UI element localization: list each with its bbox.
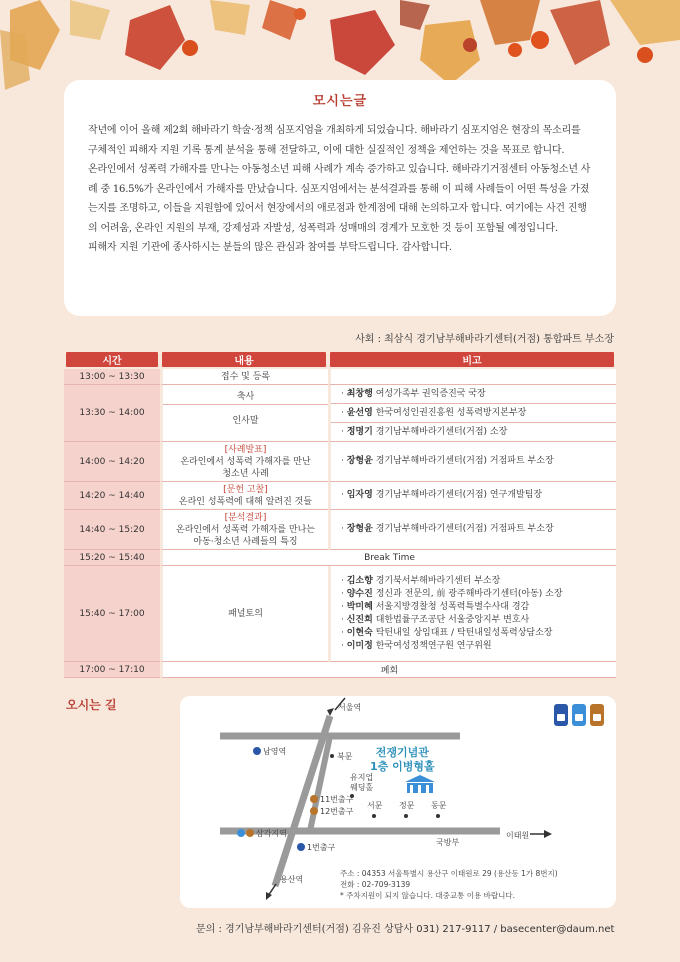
subway-line-6-icon [310, 795, 318, 803]
label-exit-12: 12번출구 [320, 807, 354, 816]
row-time: 13:30 ~ 14:00 [64, 385, 160, 442]
phone-line: 전화 : 02-709-3139 [340, 880, 411, 889]
panel-member: · 박미혜 서울지방경찰청 성폭력특별수사대 경감 [341, 601, 530, 612]
table-row [64, 550, 616, 566]
label-samgakji: 삼각지역 [256, 829, 287, 838]
moderator-line: 사회 : 최삼식 경기남부해바라기센터(거점) 통합파트 부소장 [355, 334, 614, 345]
arrow-up-icon [327, 708, 334, 716]
invitation-box [64, 80, 616, 316]
row-content: 폐회 [160, 662, 616, 678]
row-content: [분석결과] 온라인에서 성폭력 가해자를 만나는 아동·청소년 사례들의 특징 [160, 510, 328, 550]
gate-dot [330, 754, 334, 758]
note-person: · 최창행 여성가족부 권익증진국 국장 [331, 385, 616, 404]
label-seoul-station: 서울역 [338, 703, 362, 712]
row-time: 14:20 ~ 14:40 [64, 482, 160, 510]
invitation-paragraph: 온라인에서 성폭력 가해자를 만나는 아동청소년 피해 사례가 계속 증가하고 있습니다. 해바라기거점센터 아동청소년 사례 중 16.5%가 온라인에서 가해자를 만났습니다. 심포지엄에서는 분석결과를 통해 이 피해 사례들이 어떤 특성을 가졌는지를 조명하고, 이들을 지원함에 있어서 현장에서의 애로점과 한계점에 대해 논의하고자 합니다. 여기에는 사건 진행의 어려움, 온라인 지원의 부재, 강제성과 자발성, 성폭력과 성매매의 경계가 모호한 것 등이 포함될 예정입니다. [88, 164, 591, 234]
label-north-gate: 북문 [337, 752, 353, 761]
gate-dot [372, 814, 376, 818]
note-person: · 윤선영 한국여성인권진흥원 성폭력방지본부장 [331, 404, 616, 423]
location-map [180, 696, 616, 908]
note-person: · 정명기 경기남부해바라기센터(거점) 소장 [341, 427, 508, 437]
row-time: 14:00 ~ 14:20 [64, 442, 160, 482]
invitation-title: 모시는글 [312, 94, 368, 109]
table-row [64, 385, 616, 442]
row-note [328, 369, 616, 385]
row-content: 패널토의 [160, 566, 328, 662]
header-time: 시간 [64, 350, 160, 369]
row-time: 13:00 ~ 13:30 [64, 369, 160, 385]
invitation-paragraph: 피해자 지원 기관에 종사하시는 분들의 많은 관심과 참여를 부탁드립니다. 감사합니다. [88, 242, 452, 253]
table-row [64, 566, 616, 662]
label-mnd: 국방부 [436, 838, 460, 847]
row-note [328, 566, 616, 662]
invitation-paragraph: 작년에 이어 올해 제2회 해바라기 학술·정책 심포지엄을 개최하게 되었습니다. 해바라기 심포지엄은 현장의 목소리를 구체적인 피해자 지원 기록 통계 분석을 통해 전달하고, 이에 대한 실질적인 정책을 제언하는 것을 목표로 합니다. [88, 125, 581, 156]
arrow-right-icon [544, 830, 552, 838]
table-row [64, 369, 616, 385]
subway-line-badges [554, 704, 604, 726]
subway-line-4-icon [237, 829, 245, 837]
maple-leaf-icon [0, 0, 680, 90]
content-greeting: 축사 [163, 389, 328, 405]
row-time: 15:20 ~ 15:40 [64, 550, 160, 566]
directions-title: 오시는 길 [66, 698, 117, 712]
subway-line-1-icon [297, 843, 305, 851]
row-content: Break Time [160, 550, 616, 566]
panel-member: · 신진희 대한법률구조공단 서울중앙지부 변호사 [341, 614, 530, 625]
label-east-gate: 동문 [431, 801, 447, 810]
panel-member: · 이미정 한국여성정책연구원 연구위원 [341, 640, 492, 651]
row-content: [문헌 고찰] 온라인 성폭력에 대해 알려진 것들 [160, 482, 328, 510]
row-note: · 임자영 경기남부해바라기센터(거점) 연구개발팀장 [328, 482, 616, 510]
label-exit-1: 1번출구 [307, 843, 336, 852]
row-note [328, 385, 616, 442]
panel-member: · 양수진 정신과 전문의, 前 광주해바라기센터(아동) 소장 [341, 588, 563, 599]
panel-member: · 김소향 경기북서부해바라기센터 부소장 [341, 575, 501, 586]
subway-line-6-icon [310, 807, 318, 815]
header-note: 비고 [328, 350, 616, 369]
label-main-gate: 정문 [399, 801, 415, 810]
label-itaewon: 이태원 [506, 831, 530, 840]
row-content [160, 385, 328, 442]
museum-building-icon [405, 775, 435, 793]
table-row [64, 662, 616, 678]
address-line: 주소 : 04353 서울특별시 용산구 이태원로 29 (용산동 1가 8번지) [340, 869, 558, 878]
panel-member: · 이현숙 탁틴내일 상임대표 / 탁틴내일성폭력상담소장 [341, 627, 553, 638]
address-block [340, 868, 558, 901]
row-content: 접수 및 등록 [160, 369, 328, 385]
subway-line-1-icon [253, 747, 261, 755]
table-row [64, 482, 616, 510]
table-row [64, 510, 616, 550]
table-row [64, 442, 616, 482]
content-welcome: 인사말 [232, 416, 259, 426]
subway-line-6-icon [246, 829, 254, 837]
label-exit-11: 11번출구 [320, 795, 354, 804]
row-content: [사례발표] 온라인에서 성폭력 가해자를 만난 청소년 사례 [160, 442, 328, 482]
label-yongsan: 용산역 [280, 875, 304, 884]
row-time: 15:40 ~ 17:00 [64, 566, 160, 662]
contact-line: 문의 : 경기남부해바라기센터(거점) 김유진 상담사 031) 217-9117 / basecenter@daum.net [196, 924, 615, 935]
schedule-table [64, 350, 616, 678]
venue-label: 전쟁기념관 1층 이병형홀 [370, 746, 435, 773]
parking-note: * 주차지원이 되지 않습니다. 대중교통 이용 바랍니다. [340, 891, 515, 900]
gate-dot [436, 814, 440, 818]
gate-dot [404, 814, 408, 818]
row-note: · 장형윤 경기남부해바라기센터(거점) 거점파트 부소장 [328, 510, 616, 550]
row-time: 14:40 ~ 15:20 [64, 510, 160, 550]
label-namyoung: 남영역 [263, 747, 287, 756]
row-time: 17:00 ~ 17:10 [64, 662, 160, 678]
label-west-gate: 서문 [367, 801, 383, 810]
header-content: 내용 [160, 350, 328, 369]
row-note: · 장형윤 경기남부해바라기센터(거점) 거점파트 부소장 [328, 442, 616, 482]
label-relic: 유지업 웨딩홀 [350, 773, 374, 792]
